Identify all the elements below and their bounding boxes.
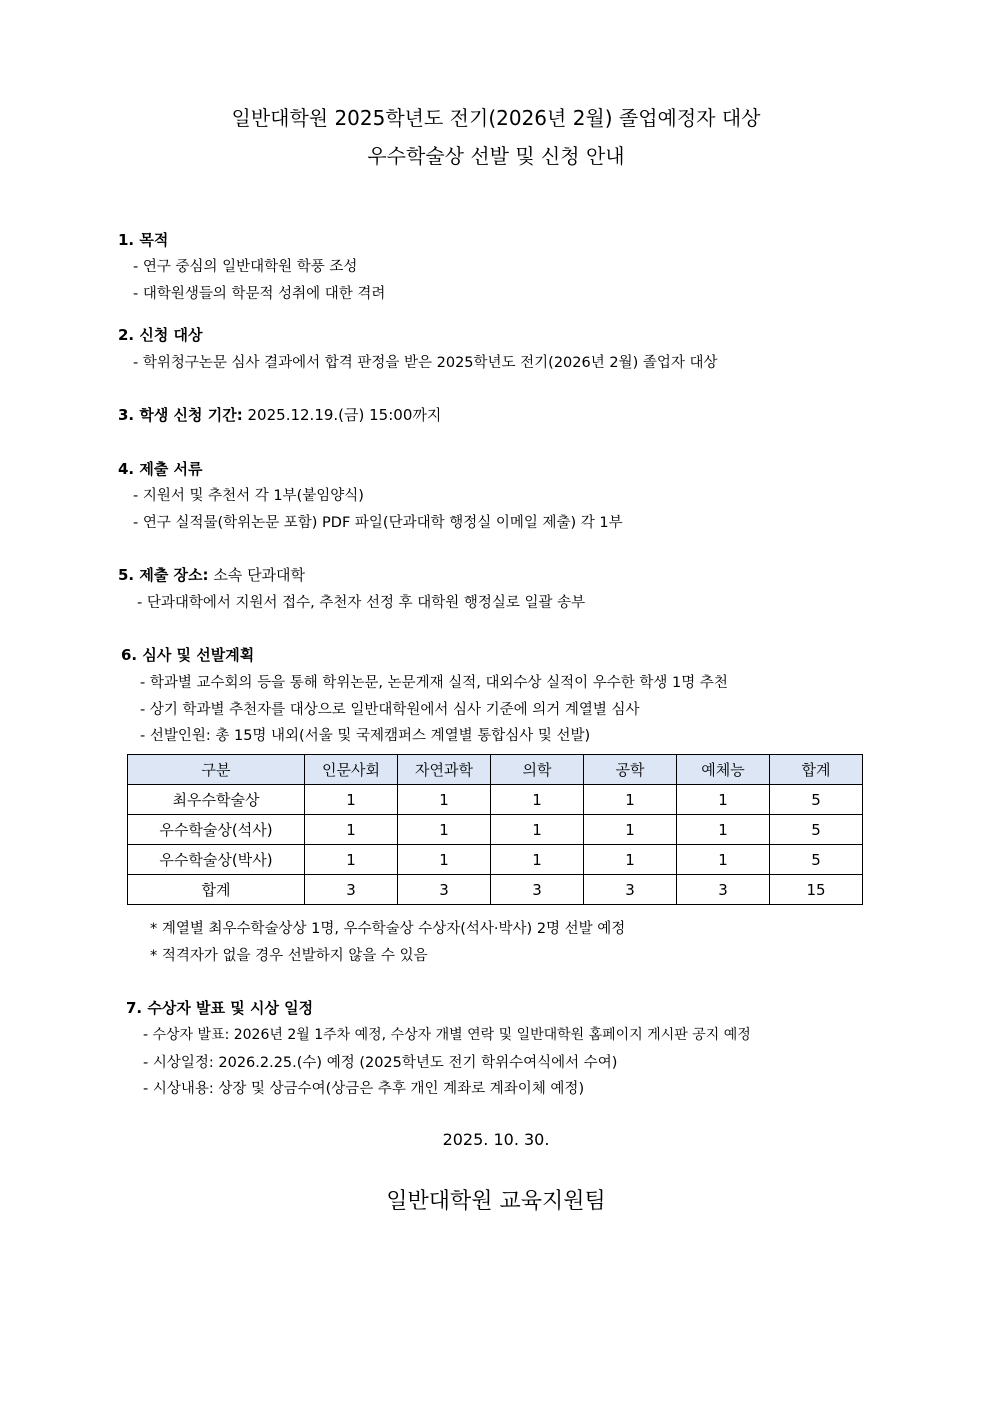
table-cell: 1 — [398, 785, 491, 815]
table-cell: 1 — [305, 845, 398, 875]
table-cell: 1 — [305, 815, 398, 845]
section-7-item: - 수상자 발표: 2026년 2월 1주차 예정, 수상자 개별 연락 및 일반대학원 홈페이지 게시판 공지 예정 — [143, 1027, 751, 1043]
table-cell: 3 — [305, 875, 398, 905]
section-5-heading — [118, 564, 305, 585]
table-cell: 3 — [398, 875, 491, 905]
table-cell: 1 — [677, 785, 770, 815]
table-cell: 1 — [677, 845, 770, 875]
table-header-cell: 구분 — [128, 755, 305, 785]
table-cell: 1 — [491, 785, 584, 815]
table-header-cell: 인문사회 — [305, 755, 398, 785]
table-cell: 3 — [584, 875, 677, 905]
section-3-label: 3. 학생 신청 기간: — [118, 406, 243, 424]
table-cell: 1 — [584, 815, 677, 845]
section-5-item: - 단과대학에서 지원서 접수, 추천자 선정 후 대학원 행정실로 일괄 송부 — [137, 595, 586, 611]
table-cell: 3 — [677, 875, 770, 905]
table-cell: 1 — [491, 845, 584, 875]
table-header-cell: 자연과학 — [398, 755, 491, 785]
section-6-item: - 학과별 교수회의 등을 통해 학위논문, 논문게재 실적, 대외수상 실적이 우수한 학생 1명 추천 — [140, 675, 728, 691]
selection-table — [127, 754, 863, 905]
issue-date: 2025. 10. 30. — [442, 1130, 550, 1149]
table-note: * 계열별 최우수학술상상 1명, 우수학술상 수상자(석사·박사) 2명 선발 예정 — [150, 921, 626, 937]
table-cell: 1 — [305, 785, 398, 815]
table-cell: 1 — [677, 815, 770, 845]
section-7-item: - 시상내용: 상장 및 상금수여(상금은 추후 개인 계좌로 계좌이체 예정) — [143, 1081, 585, 1097]
section-3-value: 2025.12.19.(금) 15:00까지 — [242, 406, 442, 424]
doc-title: 일반대학원 2025학년도 전기(2026년 2월) 졸업예정자 대상 — [231, 106, 761, 130]
section-6-heading: 6. 심사 및 선발계획 — [121, 646, 255, 664]
section-4-item: - 지원서 및 추천서 각 1부(붙임양식) — [133, 488, 364, 504]
table-cell: 1 — [584, 845, 677, 875]
table-row — [128, 815, 863, 845]
section-2-item: - 학위청구논문 심사 결과에서 합격 판정을 받은 2025학년도 전기(2026년 2월) 졸업자 대상 — [133, 355, 718, 371]
section-7-heading: 7. 수상자 발표 및 시상 일정 — [126, 999, 314, 1017]
table-row — [128, 785, 863, 815]
table-cell: 합계 — [128, 875, 305, 905]
table-cell: 1 — [398, 815, 491, 845]
table-cell: 우수학술상(박사) — [128, 845, 305, 875]
table-header-cell: 합계 — [770, 755, 863, 785]
table-header-cell: 예체능 — [677, 755, 770, 785]
section-2-heading: 2. 신청 대상 — [118, 326, 203, 344]
table-cell: 5 — [770, 815, 863, 845]
section-1-heading: 1. 목적 — [118, 231, 169, 249]
table-cell: 1 — [584, 785, 677, 815]
section-1-item: - 연구 중심의 일반대학원 학풍 조성 — [133, 259, 358, 275]
table-row — [128, 845, 863, 875]
table-cell: 1 — [491, 815, 584, 845]
issuing-organization: 일반대학원 교육지원팀 — [386, 1189, 606, 1214]
table-cell: 최우수학술상 — [128, 785, 305, 815]
table-note: * 적격자가 없을 경우 선발하지 않을 수 있음 — [150, 948, 428, 964]
table-header-cell: 의학 — [491, 755, 584, 785]
section-4-heading: 4. 제출 서류 — [118, 460, 203, 478]
doc-subtitle: 우수학술상 선발 및 신청 안내 — [367, 144, 625, 168]
table-cell: 5 — [770, 845, 863, 875]
table-cell: 5 — [770, 785, 863, 815]
section-7-item: - 시상일정: 2026.2.25.(수) 예정 (2025학년도 전기 학위수여식에서 수여) — [143, 1055, 618, 1071]
section-5-label: 5. 제출 장소: — [118, 566, 209, 584]
table-header-row — [128, 755, 863, 785]
table-cell: 1 — [398, 845, 491, 875]
section-6-item: - 상기 학과별 추천자를 대상으로 일반대학원에서 심사 기준에 의거 계열별 심사 — [140, 702, 640, 718]
section-4-item: - 연구 실적물(학위논문 포함) PDF 파일(단과대학 행정실 이메일 제출) 각 1부 — [133, 515, 623, 531]
section-5-value: 소속 단과대학 — [208, 566, 306, 584]
table-cell: 15 — [770, 875, 863, 905]
section-3-heading — [118, 404, 441, 425]
section-1-item: - 대학원생들의 학문적 성취에 대한 격려 — [133, 286, 386, 302]
table-total-row — [128, 875, 863, 905]
table-cell: 3 — [491, 875, 584, 905]
table-header-cell: 공학 — [584, 755, 677, 785]
table-cell: 우수학술상(석사) — [128, 815, 305, 845]
section-6-item: - 선발인원: 총 15명 내외(서울 및 국제캠퍼스 계열별 통합심사 및 선발) — [140, 728, 591, 744]
